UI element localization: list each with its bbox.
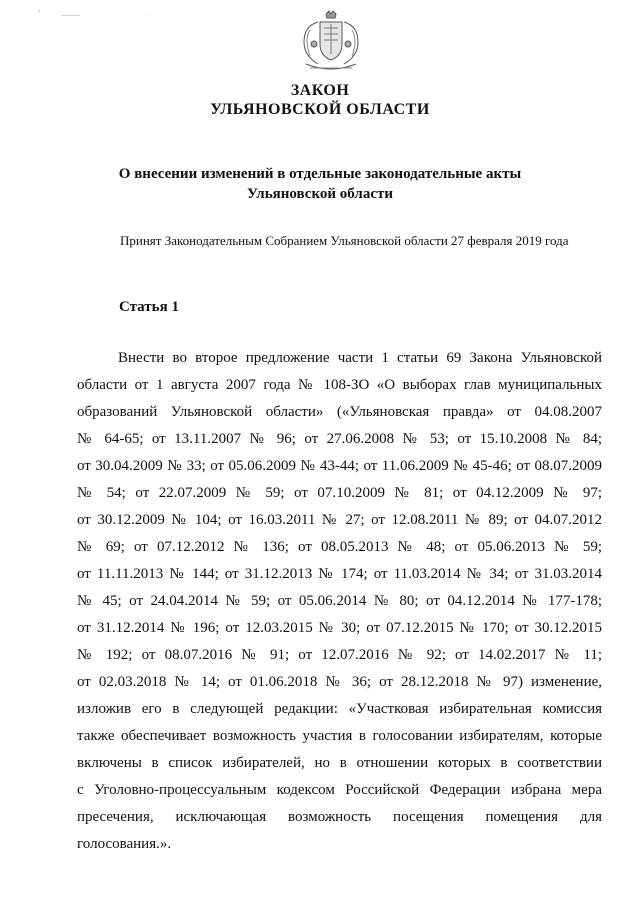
law-title: ЗАКОН bbox=[290, 82, 350, 99]
law-region: УЛЬЯНОВСКОЙ ОБЛАСТИ bbox=[210, 101, 430, 118]
scan-mark bbox=[146, 14, 147, 15]
article-text-line: № 64-65; от 13.11.2007 № 96; от 27.06.2008 № 53; от 15.10.2008 № 84; bbox=[77, 431, 602, 447]
article-text-line: включены в список избирателей, но в отношении которых в соответствии bbox=[77, 755, 602, 771]
article-text-line: также обеспечивает возможность участия в голосовании избирателям, которые bbox=[77, 728, 602, 744]
article-text-line: Внести во второе предложение части 1 статьи 69 Закона Ульяновской bbox=[118, 350, 602, 366]
article-text-line: № 69; от 07.12.2012 № 136; от 08.05.2013 № 48; от 05.06.2013 № 59; bbox=[77, 539, 602, 555]
article-text-line: пресечения, исключающая возможность посещения помещения для bbox=[77, 809, 602, 825]
article-text-line: области от 1 августа 2007 года № 108-ЗО «О выборах глав муниципальных bbox=[77, 377, 602, 393]
scan-mark bbox=[62, 15, 80, 16]
article-text-line: от 31.12.2014 № 196; от 12.03.2015 № 30; от 07.12.2015 № 170; от 30.12.2015 bbox=[77, 620, 602, 636]
article-text-line: № 45; от 24.04.2014 № 59; от 05.06.2014 № 80; от 04.12.2014 № 177-178; bbox=[77, 593, 602, 609]
article-text-line: от 30.12.2009 № 104; от 16.03.2011 № 27; от 12.08.2011 № 89; от 04.07.2012 bbox=[77, 512, 602, 528]
article-text-line: от 30.04.2009 № 33; от 05.06.2009 № 43-44; от 11.06.2009 № 45-46; от 08.07.2009 bbox=[77, 458, 602, 474]
article-text-line: от 02.03.2018 № 14; от 01.06.2018 № 36; от 28.12.2018 № 97) изменение, bbox=[77, 674, 602, 690]
article-text-line: от 11.11.2013 № 144; от 31.12.2013 № 174; от 11.03.2014 № 34; от 31.03.2014 bbox=[77, 566, 602, 582]
article-text-line: изложив его в следующей редакции: «Участковая избирательная комиссия bbox=[77, 701, 602, 717]
article-heading: Статья 1 bbox=[119, 299, 179, 315]
adoption-note: Принят Законодательным Собранием Ульяновской области 27 февраля 2019 года bbox=[120, 233, 569, 248]
article-text-line: голосования.». bbox=[77, 836, 172, 852]
article-text-line: № 192; от 08.07.2016 № 91; от 12.07.2016 № 92; от 14.02.2017 № 11; bbox=[77, 647, 602, 663]
article-text-line: № 54; от 22.07.2009 № 59; от 07.10.2009 № 81; от 04.12.2009 № 97; bbox=[77, 485, 602, 501]
law-subject-line-1: О внесении изменений в отдельные законодательные акты bbox=[118, 166, 522, 182]
coat-of-arms-icon bbox=[296, 10, 366, 72]
scan-mark bbox=[38, 10, 40, 12]
law-subject-line-2: Ульяновской области bbox=[246, 186, 394, 202]
article-text-line: образований Ульяновской области» («Ульяновская правда» от 04.08.2007 bbox=[77, 404, 602, 420]
article-text-line: с Уголовно-процессуальным кодексом Российской Федерации избрана мера bbox=[77, 782, 602, 798]
